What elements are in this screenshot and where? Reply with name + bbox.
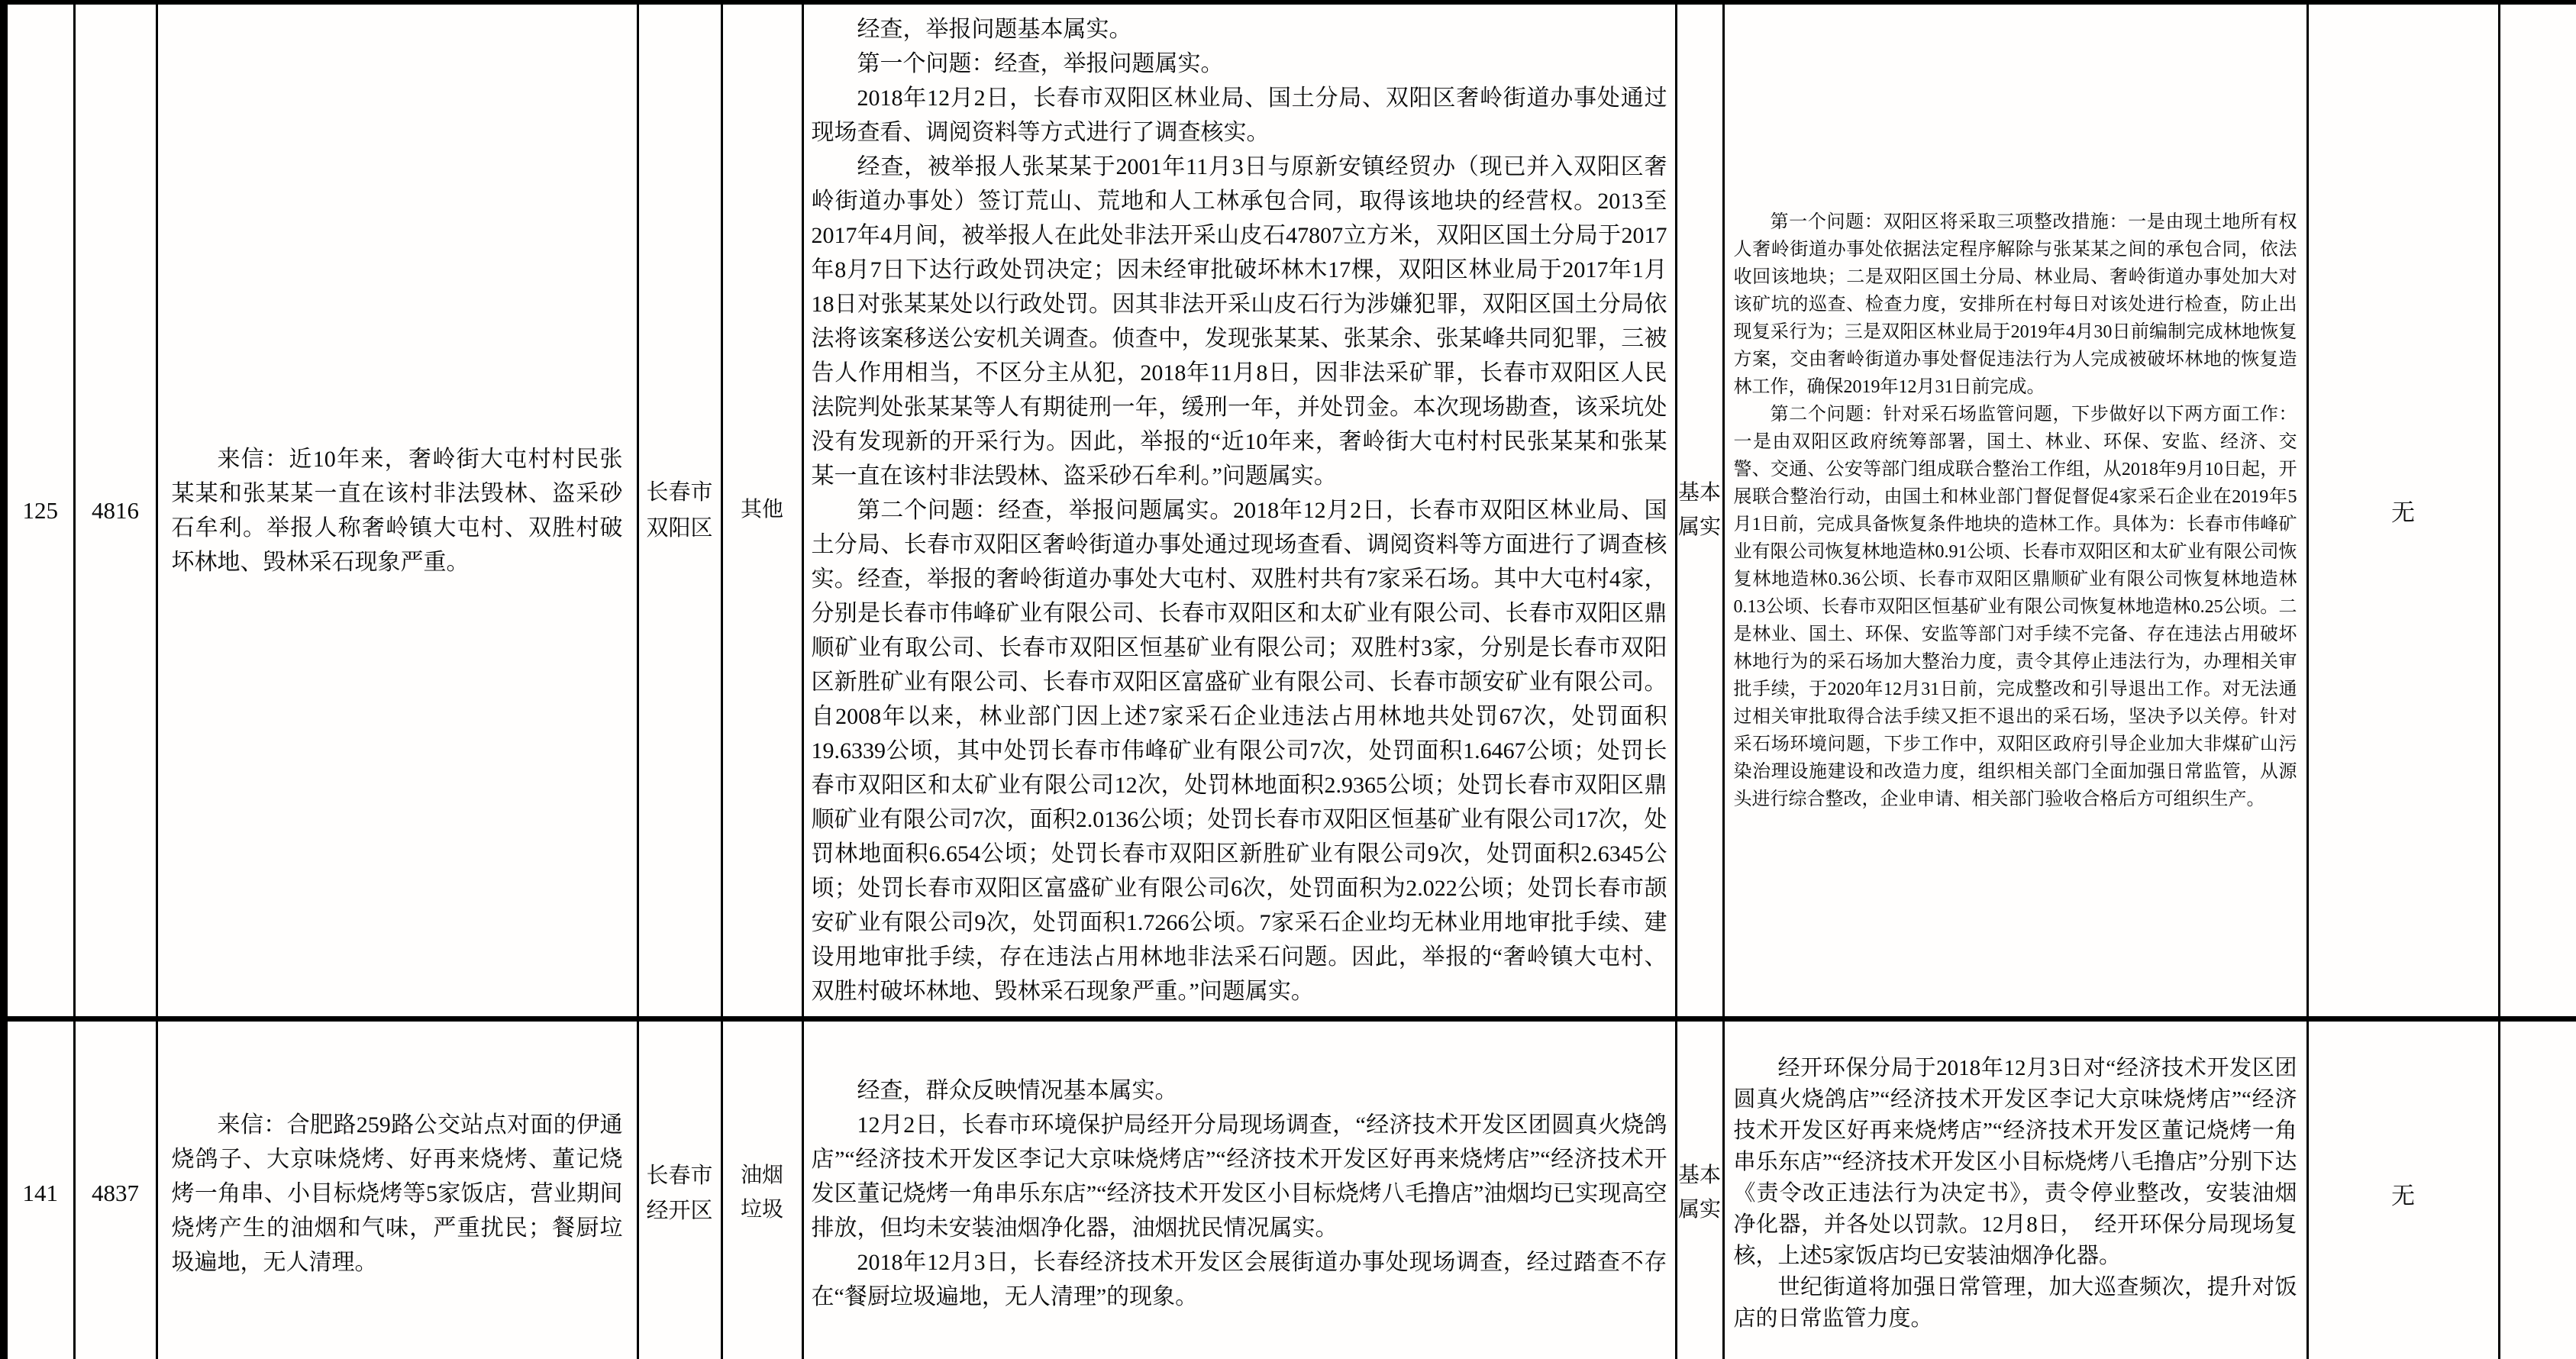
sequence-number-cell: 125: [4, 2, 74, 1019]
complaint-letter-text: 来信：近10年来，奢岭街大屯村村民张某某和张某某一直在该村非法毁林、盗采砂石牟利。举报人称奢岭镇大屯村、双胜村破坏林地、毁林采石现象严重。: [171, 446, 623, 575]
measures-paragraph: 经开环保分局于2018年12月3日对“经济技术开发区团圆真火烧鸽店”“经济技术开发区李记大京味烧烤店”“经济技术开发区好再来烧烤店”“经济技术开发区董记烧烤一角串乐东店”“经济技术开发区小目标烧烤八毛撸店”分别下达《责令改正违法行为决定书》，责令停业整改，安装油烟净化器，并各处以罚款。12月8日， 经开环保分局现场复核，上述5家饭店均已安装油烟净化器。: [1733, 1055, 2297, 1268]
rectification-measures-cell: [1723, 2, 2307, 1019]
investigation-paragraph: 2018年12月3日，长春经济技术开发区会展街道办事处现场调查，经过踏查不存在“餐厨垃圾遍地，无人清理”的现象。: [811, 1249, 1667, 1309]
pollution-category-cell: 其他: [721, 2, 802, 1019]
verification-status-cell: 基本属实: [1676, 2, 1723, 1019]
sequence-number-cell: 141: [4, 1019, 74, 1359]
accountability-cell: 无: [2307, 1019, 2499, 1359]
investigation-paragraph: 12月2日，长春市环境保护局经开分局现场调查，“经济技术开发区团圆真火烧鸽店”“经济技术开发区李记大京味烧烤店”“经济技术开发区好再来烧烤店”“经济技术开发区董记烧烤一角串乐东店”“经济技术开发区小目标烧烤八毛撸店”油烟均已实现高空排放，但均未安装油烟净化器，油烟扰民情况属实。: [811, 1112, 1667, 1241]
table-row-141: [4, 1019, 2576, 1359]
investigation-paragraph: 经查，被举报人张某某于2001年11月3日与原新安镇经贸办（现已并入双阳区奢岭街道办事处）签订荒山、荒地和人工林承包合同，取得该地块的经营权。2013至2017年4月间，被举报人在此处非法开采山皮石47807立方米，双阳区国土分局于2017年8月7日下达行政处罚决定；因未经审批破坏林木17棵，双阳区林业局于2017年1月18日对张某某处以行政处罚。因其非法开采山皮石行为涉嫌犯罪，双阳区国土分局依法将该案移送公安机关调查。侦查中，发现张某某、张某余、张某峰共同犯罪，三被告人作用相当，不区分主从犯，2018年11月8日，因非法采矿罪，长春市双阳区人民法院判处张某某等人有期徒刑一年，缓刑一年，并处罚金。本次现场勘查，该采坑处没有发现新的开采行为。因此，举报的“近10年来，奢岭街大屯村村民张某某和张某某一直在该村非法毁林、盗采砂石牟利。”问题属实。: [811, 154, 1667, 489]
remark-cell: [2499, 2, 2576, 1019]
investigation-paragraph: 第二个问题：经查，举报问题属实。2018年12月2日，长春市双阳区林业局、国土分局、长春市双阳区奢岭街道办事处通过现场查看、调阅资料等方面进行了调查核实。经查，举报的奢岭街道办事处大屯村、双胜村共有7家采石场。其中大屯村4家，分别是长春市伟峰矿业有限公司、长春市双阳区和太矿业有限公司、长春市双阳区鼎顺矿业有取公司、长春市双阳区恒基矿业有限公司；双胜村3家，分别是长春市双阳区新胜矿业有限公司、长春市双阳区富盛矿业有限公司、长春市颉安矿业有限公司。自2008年以来，林业部门因上述7家采石企业违法占用林地共处罚67次，处罚面积19.6339公顷，其中处罚长春市伟峰矿业有限公司7次，处罚面积1.6467公顷；处罚长春市双阳区和太矿业有限公司12次，处罚林地面积2.9365公顷；处罚长春市双阳区鼎顺矿业有限公司7次，面积2.0136公顷；处罚长春市双阳区恒基矿业有限公司17次，处罚林地面积6.654公顷；处罚长春市双阳区新胜矿业有限公司9次，处罚面积2.6345公顷；处罚长春市双阳区富盛矿业有限公司6次，处罚面积为2.022公顷；处罚长春市颉安矿业有限公司9次，处罚面积1.7266公顷。7家采石企业均无林业用地审批手续、建设用地审批手续，存在违法占用林地非法采石问题。因此，举报的“奢岭镇大屯村、双胜村破坏林地、毁林采石现象严重。”问题属实。: [811, 498, 1667, 1004]
investigation-paragraph: 2018年12月2日，长春市双阳区林业局、国土分局、双阳区奢岭街道办事处通过现场查看、调阅资料等方式进行了调查核实。: [811, 86, 1667, 145]
measures-paragraph: 第一个问题：双阳区将采取三项整改措施：一是由现土地所有权人奢岭街道办事处依据法定程序解除与张某某之间的承包合同，依法收回该地块；二是双阳区国土分局、林业局、奢岭街道办事处加大对该矿坑的巡查、检查力度，安排所在村每日对该处进行检查，防止出现复采行为；三是双阳区林业局于2019年4月30日前编制完成林地恢复方案，交由奢岭街道办事处督促违法行为人完成被破坏林地的恢复造林工作，确保2019年12月31日前完成。: [1733, 211, 2297, 397]
complaint-letter-text: 来信：合肥路259路公交站点对面的伊通烧鸽子、大京味烧烤、好再来烧烤、董记烧烤一角串、小目标烧烤等5家饭店，营业期间烧烤产生的油烟和气味，严重扰民；餐厨垃圾遍地，无人清理。: [171, 1112, 623, 1275]
investigation-paragraph: 第一个问题：经查，举报问题属实。: [857, 51, 1224, 76]
measures-paragraph: 第二个问题：针对采石场监管问题，下步做好以下两方面工作：一是由双阳区政府统筹部署，国土、林业、环保、安监、经济、交警、交通、公安等部门组成联合整治工作组，从2018年9月10日起，开展联合整治行动，由国土和林业部门督促督促4家采石企业在2019年5月1日前，完成具备恢复条件地块的造林工作。具体为：长春市伟峰矿业有限公司恢复林地造林0.91公顷、长春市双阳区和太矿业有限公司恢复林地造林0.36公顷、长春市双阳区鼎顺矿业有限公司恢复林地造林0.13公顷、长春市双阳区恒基矿业有限公司恢复林地造林0.25公顷。二是林业、国土、环保、安监等部门对手续不完备、存在违法占用破坏林地行为的采石场加大整治力度，责令其停止违法行为，办理相关审批手续，于2020年12月31日前，完成整改和引导退出工作。对无法通过相关审批取得合法手续又拒不退出的采石场，坚决予以关停。针对采石场环境问题，下步工作中，双阳区政府引导企业加大非煤矿山污染治理设施建设和改造力度，组织相关部门全面加强日常监管，从源头进行综合整改，企业申请、相关部门验收合格后方可组织生产。: [1733, 404, 2297, 809]
case-number-cell: 4837: [74, 1019, 157, 1359]
complaint-letter-cell: [157, 1019, 638, 1359]
measures-paragraph: 世纪街道将加强日常管理，加大巡查频次，提升对饭店的日常监管力度。: [1733, 1274, 2297, 1331]
case-number-cell: 4816: [74, 2, 157, 1019]
verification-status-cell: 基本属实: [1676, 1019, 1723, 1359]
investigation-paragraph: 经查，举报问题基本属实。: [857, 17, 1132, 42]
rectification-measures-cell: [1723, 1019, 2307, 1359]
pollution-category-cell: 油烟垃圾: [721, 1019, 802, 1359]
investigation-result-cell: [802, 2, 1676, 1019]
city-district-cell: 长春市经开区: [638, 1019, 721, 1359]
accountability-cell: 无: [2307, 2, 2499, 1019]
investigation-result-cell: [802, 1019, 1676, 1359]
investigation-paragraph: 经查，群众反映情况基本属实。: [857, 1077, 1178, 1103]
table-row-125: [4, 2, 2576, 1019]
remark-cell: [2499, 1019, 2576, 1359]
complaint-letter-cell: [157, 2, 638, 1019]
city-district-cell: 长春市双阳区: [638, 2, 721, 1019]
